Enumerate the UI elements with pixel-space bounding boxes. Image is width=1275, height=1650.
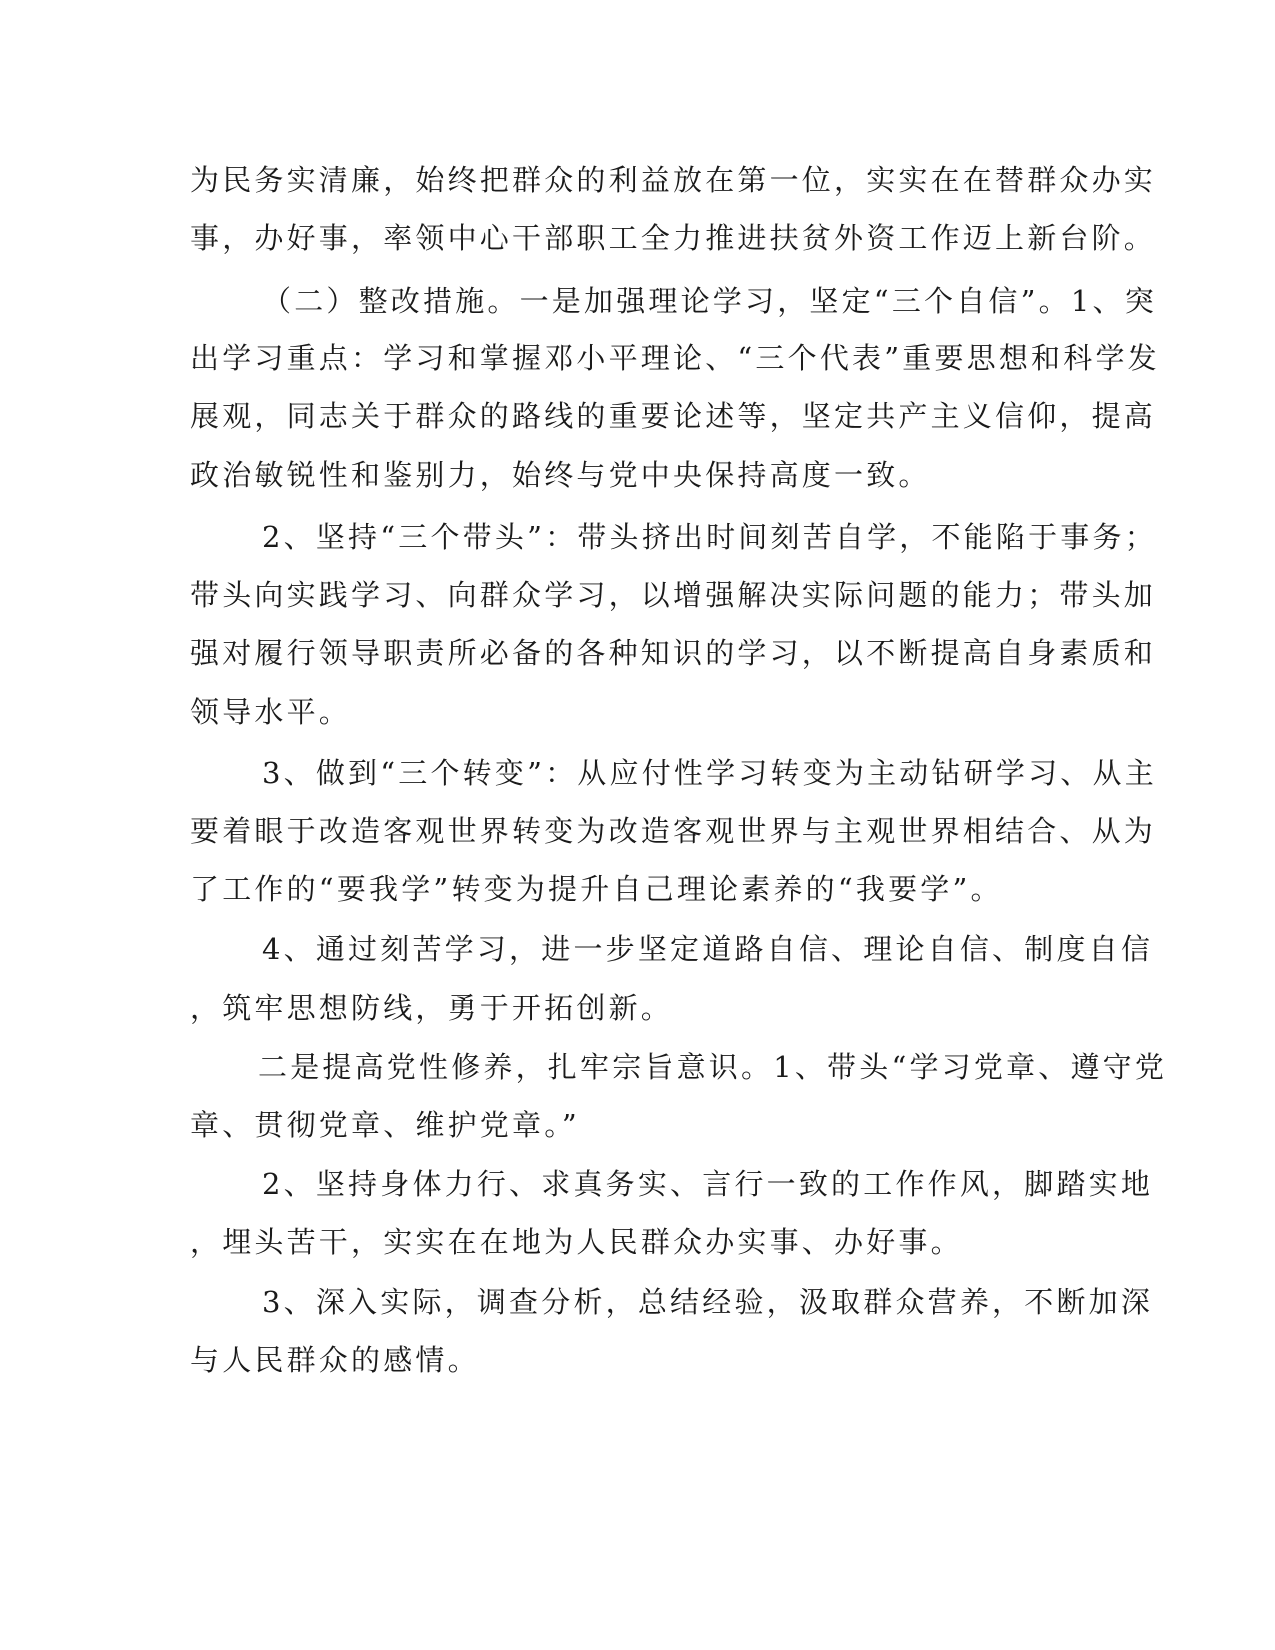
text-line-11: 3、做到“三个转变”：从应付性学习转变为主动钻研学习、从主	[262, 756, 1157, 790]
text-line-21: 与人民群众的感情。	[190, 1343, 480, 1377]
text-line-9: 强对履行领导职责所必备的各种知识的学习，以不断提高自身素质和	[190, 636, 1157, 670]
text-line-16: 二是提高党性修养，扎牢宗旨意识。1、带头“学习党章、遵守党	[258, 1050, 1168, 1084]
text-line-2: 事，办好事，率领中心干部职工全力推进扶贫外资工作迈上新台阶。	[190, 221, 1157, 255]
text-line-18: 2、坚持身体力行、求真务实、言行一致的工作作风，脚踏实地	[262, 1167, 1154, 1201]
text-line-19: ，埋头苦干，实实在在地为人民群众办实事、办好事。	[190, 1225, 963, 1259]
text-line-3: （二）整改措施。一是加强理论学习，坚定“三个自信”。1、突	[262, 284, 1157, 318]
text-line-1: 为民务实清廉，始终把群众的利益放在第一位，实实在在替群众办实	[190, 163, 1157, 197]
text-line-14: 4、通过刻苦学习，进一步坚定道路自信、理论自信、制度自信	[262, 932, 1154, 966]
text-line-17: 章、贯彻党章、维护党章。”	[190, 1108, 580, 1142]
text-line-5: 展观，同志关于群众的路线的重要论述等，坚定共产主义信仰，提高	[190, 399, 1157, 433]
text-line-20: 3、深入实际，调查分析，总结经验，汲取群众营养，不断加深	[262, 1285, 1154, 1319]
text-line-12: 要着眼于改造客观世界转变为改造客观世界与主观世界相结合、从为	[190, 814, 1157, 848]
text-line-8: 带头向实践学习、向群众学习，以增强解决实际问题的能力；带头加	[190, 578, 1157, 612]
text-line-4: 出学习重点：学习和掌握邓小平理论、“三个代表”重要思想和科学发	[190, 341, 1160, 375]
text-line-15: ，筑牢思想防线，勇于开拓创新。	[190, 991, 674, 1025]
text-line-6: 政治敏锐性和鉴别力，始终与党中央保持高度一致。	[190, 458, 931, 492]
text-line-13: 了工作的“要我学”转变为提升自己理论素养的“我要学”。	[190, 872, 1003, 906]
text-line-7: 2、坚持“三个带头”：带头挤出时间刻苦自学，不能陷于事务；	[262, 520, 1157, 554]
text-line-10: 领导水平。	[190, 695, 352, 729]
